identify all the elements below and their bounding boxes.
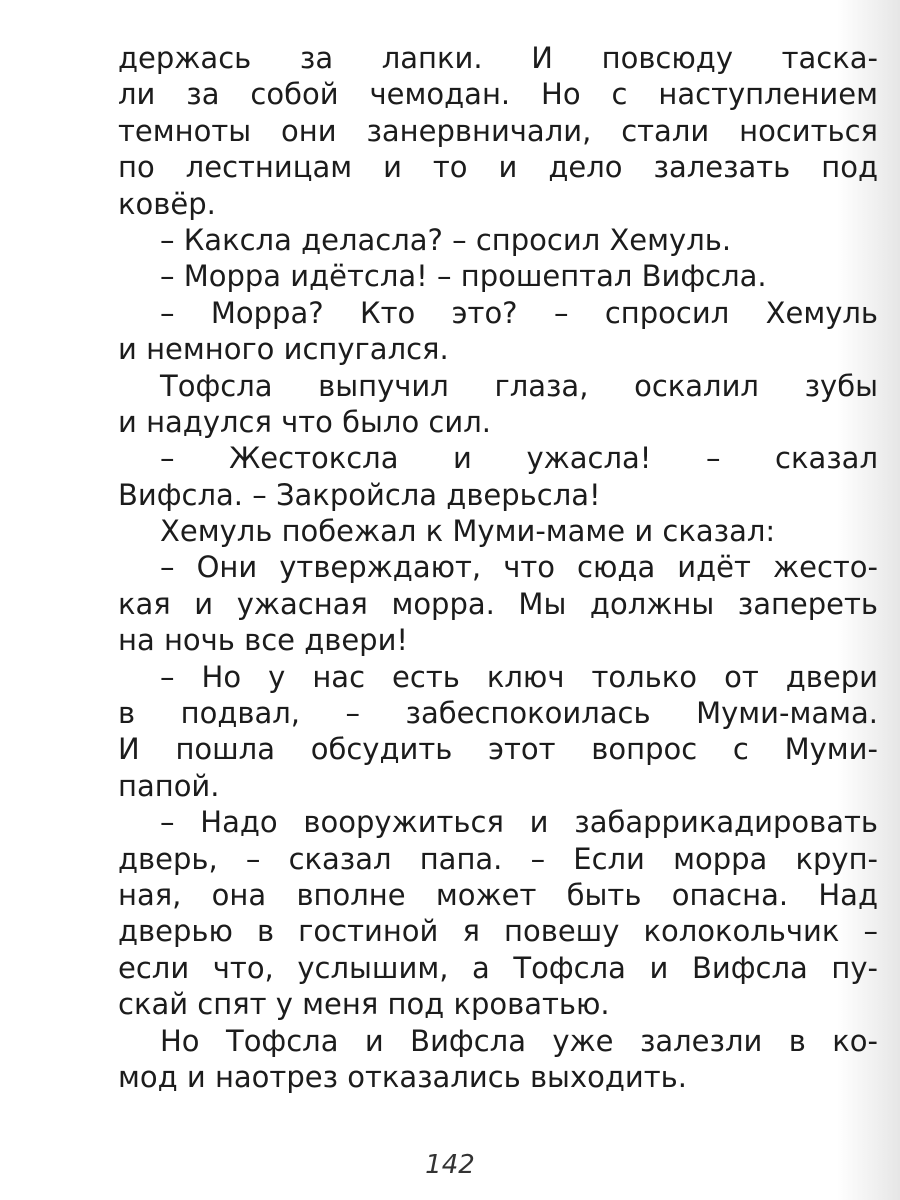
text-line: ли за собой чемодан. Но с наступлением (118, 77, 878, 112)
text-line: по лестницам и то и дело залезать под (118, 150, 878, 185)
text-line: держась за лапки. И повсюду таска- (118, 41, 878, 75)
text-line: если что, услышим, а Тофсла и Вифсла пу- (118, 950, 878, 985)
text-line: и надулся что было сил. (118, 404, 491, 439)
text-line: Хемуль побежал к Муми-маме и сказал: (160, 514, 776, 549)
text-line: – Жестоксла и ужасла! – сказал (160, 441, 878, 476)
text-line: Тофсла выпучил глаза, оскалил зубы (160, 368, 878, 403)
page-text (118, 40, 878, 1095)
text-line: в подвал, – забеспокоилась Муми-мама. (118, 696, 878, 731)
text-line: дверь, – сказал папа. – Если морра круп- (118, 841, 878, 876)
text-line: – Они утверждают, что сюда идёт жесто- (160, 550, 878, 585)
text-line: ная, она вполне может быть опасна. Над (118, 877, 878, 912)
text-line: папой. (118, 768, 220, 803)
text-line: и немного испугался. (118, 332, 449, 367)
text-line: И пошла обсудить этот вопрос с Муми- (118, 732, 878, 767)
text-line: Вифсла. – Закройсла дверьсла! (118, 477, 601, 512)
text-line: – Но у нас есть ключ только от двери (160, 659, 878, 694)
text-line: ковёр. (118, 186, 216, 221)
text-line: – Морра? Кто это? – спросил Хемуль (160, 295, 878, 330)
page-number: 142 (425, 1150, 475, 1180)
text-line: на ночь все двери! (118, 623, 409, 658)
text-line: кая и ужасная морра. Мы должны запереть (118, 586, 878, 621)
text-line: Но Тофсла и Вифсла уже залезли в ко- (160, 1023, 878, 1058)
text-line: мод и наотрез отказались выходить. (118, 1059, 687, 1094)
text-line: темноты они занервничали, стали носиться (118, 113, 878, 148)
text-line: дверью в гостиной я повешу колокольчик – (118, 914, 878, 949)
text-line: – Каксла деласла? – спросил Хемуль. (160, 222, 732, 257)
text-line: скай спят у меня под кроватью. (118, 987, 610, 1022)
text-line: – Морра идётсла! – прошептал Вифсла. (160, 259, 767, 294)
text-line: – Надо вооружиться и забаррикадировать (160, 805, 878, 840)
